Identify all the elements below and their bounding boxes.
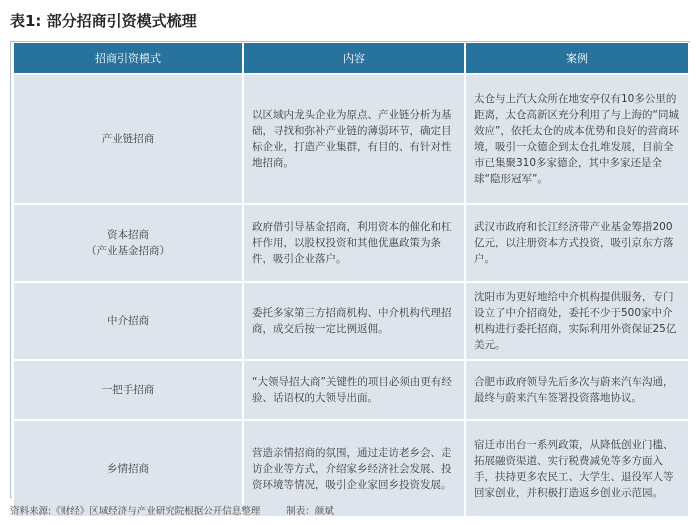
content-cell: 以区域内龙头企业为原点、产业链分析为基础，寻找和弥补产业链的薄弱环节，确定目标企业，打造产业集群，有目的、有针对性地招商。 <box>243 74 465 204</box>
table-row <box>13 74 689 204</box>
content-cell: “大领导招大商”关键性的项目必须由更有经验、话语权的大领导出面。 <box>243 360 465 420</box>
mode-label: 一把手招商 <box>101 384 155 396</box>
case-cell: 宿迁市出台一系列政策，从降低创业门槛、拓展融资渠道、实行税费减免等多方面入手，扶持更多农民工、大学生、退役军人等回家创业，并积极打造返乡创业示范园。 <box>465 420 689 517</box>
table-row <box>13 204 689 282</box>
column-header-case: 案例 <box>465 43 689 74</box>
table-header-row <box>13 43 689 74</box>
mode-label: 乡情招商 <box>107 462 149 475</box>
author-text: 制表：颜斌 <box>286 506 334 517</box>
table-row <box>13 360 689 420</box>
content-cell: 委托多家第三方招商机构、中介机构代理招商，成交后按一定比例返佣。 <box>243 282 465 360</box>
mode-cell <box>13 282 243 360</box>
mode-cell <box>13 360 243 420</box>
mode-label: 产业链招商 <box>101 133 155 145</box>
mode-label: 中介招商 <box>107 315 149 327</box>
mode-label: 资本招商 <box>107 229 149 241</box>
column-header-mode: 招商引资模式 <box>13 43 243 74</box>
source-note <box>10 503 360 517</box>
case-cell: 沈阳市为更好地给中介机构提供服务，专门设立了中介招商处，委托不少于500家中介机构进行委托招商，实际利用外资保证25亿美元。 <box>465 282 689 360</box>
content-cell: 政府借引导基金招商，利用资本的催化和杠杆作用，以股权投资和其他优惠政策为条件，吸引企业落户。 <box>243 204 465 282</box>
mode-cell <box>13 204 243 282</box>
mode-cell <box>13 74 243 204</box>
table-title: 表1: 部分招商引资模式梳理 <box>10 12 197 30</box>
case-cell: 武汉市政府和长江经济带产业基金筹措200亿元，以注册资本方式投资，吸引京东方落户。 <box>465 204 689 282</box>
case-cell: 合肥市政府领导先后多次与蔚来汽车沟通，最终与蔚来汽车签署投资落地协议。 <box>465 360 689 420</box>
table-row <box>13 282 689 360</box>
case-cell: 太仓与上汽大众所在地安亭仅有10多公里的距离，太仓高新区充分利用了与上海的“同城效应”，依托太仓的成本优势和良好的营商环境，吸引一众德企到太仓扎堆发展，目前全市已集聚310多家德企，其中多家还是全球“隐形冠军”。 <box>465 74 689 204</box>
mode-sublabel: （产业基金招商） <box>86 245 170 257</box>
column-header-content: 内容 <box>243 43 465 74</box>
source-text: 资料来源:《财经》区域经济与产业研究院根据公开信息整理 <box>10 506 261 517</box>
content-cell: 营造亲情招商的氛围，通过走访老乡会、走访企业等方式，介绍家乡经济社会发展、投资环境等情况，吸引企业家回乡投资发展。 <box>243 420 465 517</box>
investment-modes-table <box>12 43 690 518</box>
